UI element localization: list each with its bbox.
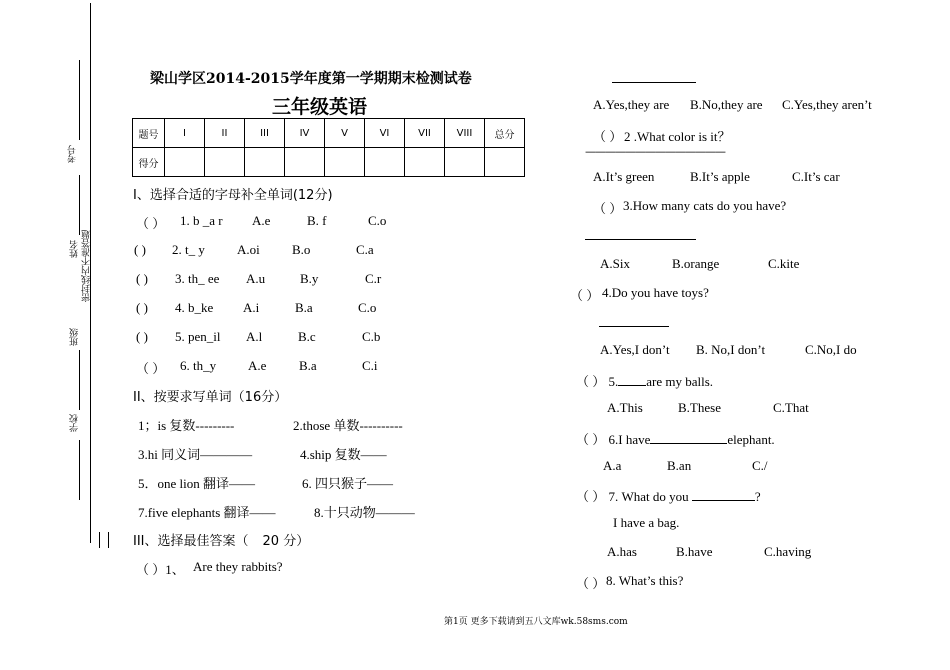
question-stem: 6. th_y: [180, 358, 217, 373]
question-stem: 1. b _a r: [180, 213, 223, 228]
score-cell[interactable]: [485, 148, 525, 177]
score-cell[interactable]: [165, 148, 205, 177]
question-stem-post: elephant.: [727, 432, 775, 447]
score-col: II: [205, 119, 245, 148]
option-c: C.o: [368, 213, 387, 228]
answer-paren[interactable]: （ ）: [576, 374, 606, 389]
word-task: 4.ship 复数——: [300, 447, 387, 462]
exam-no-underline: [79, 60, 80, 140]
question-stem: Are they rabbits?: [193, 559, 283, 574]
option-c: C./: [752, 458, 768, 473]
answer-line: [585, 239, 696, 240]
score-col: IV: [285, 119, 325, 148]
score-cell[interactable]: [245, 148, 285, 177]
score-col-total: 总分: [485, 119, 525, 148]
question-stem-post: are my balls.: [646, 374, 714, 389]
option-c: C.i: [362, 358, 378, 373]
word-task: 2.those 单数----------: [293, 418, 403, 433]
option-b: B.have: [676, 544, 713, 559]
fill-blank[interactable]: [650, 443, 727, 444]
answer-paren[interactable]: ( ): [136, 300, 148, 315]
question-stem-pre: 6.I have: [608, 432, 651, 447]
option-b: B. f: [307, 213, 327, 228]
answer-paren[interactable]: ( ): [136, 329, 148, 344]
option-b: B.c: [298, 329, 316, 344]
score-table-row-label: 得分: [133, 148, 165, 177]
question-stem: 2. t_ y: [172, 242, 205, 257]
option-a: A.i: [243, 300, 260, 315]
seal-note: 密封线内不准答题: [82, 230, 92, 302]
word-task: 8.十只动物———: [314, 505, 415, 520]
option-c: C.Yes,they aren’t: [782, 97, 872, 112]
question-7: [576, 486, 761, 505]
option-a: A.e: [252, 213, 271, 228]
score-cell[interactable]: [405, 148, 445, 177]
page-footer: 第1页 更多下载请到五八文库wk.58sms.com: [444, 617, 628, 627]
score-col: VIII: [445, 119, 485, 148]
section3-heading-score: 20 分）: [262, 534, 310, 549]
answer-paren[interactable]: （ ）: [570, 288, 600, 303]
q7-answer: I have a bag.: [613, 515, 680, 530]
question-stem: 8. What’s this?: [606, 573, 684, 588]
question-stem-pre: 7. What do you: [608, 489, 689, 504]
option-b: B.orange: [672, 256, 720, 271]
score-col: V: [325, 119, 365, 148]
exam-title: 梁山学区2014-2015学年度第一学期期末检测试卷: [150, 71, 472, 87]
option-b: B.an: [667, 458, 692, 473]
score-col: III: [245, 119, 285, 148]
option-c: C.kite: [768, 256, 800, 271]
option-a: A.Yes,they are: [593, 97, 670, 112]
option-a: A.oi: [237, 242, 260, 257]
section3-heading-main: III、选择最佳答案（: [133, 534, 249, 549]
option-c: C.o: [358, 300, 377, 315]
score-cell[interactable]: [205, 148, 245, 177]
score-cell[interactable]: [325, 148, 365, 177]
answer-paren[interactable]: （ ）: [593, 201, 623, 216]
word-task: 1；is 复数---------: [138, 418, 235, 433]
exam-subtitle: 三年级英语: [272, 96, 368, 118]
option-c: C.r: [365, 271, 382, 286]
answer-line: [599, 326, 669, 327]
exam-no-label: 考号: [68, 145, 78, 163]
answer-paren[interactable]: （ ）: [576, 576, 606, 591]
section2-heading: II、按要求写单词（16分）: [133, 390, 288, 405]
option-c: C.b: [362, 329, 381, 344]
question-stem: 5. pen_il: [175, 329, 221, 344]
question-stem-post: ?: [754, 489, 761, 504]
score-col: I: [165, 119, 205, 148]
question-stem: 2 .What color is it？: [624, 129, 731, 144]
option-c: C.having: [764, 544, 812, 559]
binding-line-inner-2: [108, 532, 109, 548]
score-col: VI: [365, 119, 405, 148]
option-c: C.No,I do: [805, 342, 857, 357]
option-b: B.No,they are: [690, 97, 763, 112]
option-a: A.has: [607, 544, 637, 559]
option-c: C.It’s car: [792, 169, 840, 184]
name-underline: [79, 175, 80, 235]
binding-line-inner: [99, 532, 100, 548]
option-a: A.Yes,I don’t: [600, 342, 670, 357]
option-a: A.a: [603, 458, 622, 473]
question-stem-pre: 5.: [608, 374, 619, 389]
option-c: C.That: [773, 400, 809, 415]
answer-paren[interactable]: （ ）: [593, 129, 623, 144]
option-a: A.This: [607, 400, 643, 415]
option-a: A.It’s green: [593, 169, 655, 184]
answer-paren[interactable]: ( ): [136, 271, 148, 286]
score-cell[interactable]: [365, 148, 405, 177]
score-col: VII: [405, 119, 445, 148]
word-task: 3.hi 同义词————: [138, 447, 253, 462]
answer-paren[interactable]: ( ): [134, 242, 146, 257]
answer-line: [612, 82, 696, 83]
question-stem: 4.Do you have toys?: [602, 285, 709, 300]
option-b: B.a: [299, 358, 317, 373]
question-stem: 3.How many cats do you have?: [623, 198, 787, 213]
fill-blank[interactable]: [692, 500, 755, 501]
option-c: C.a: [356, 242, 374, 257]
school-underline: [79, 440, 80, 500]
option-b: B.These: [678, 400, 721, 415]
name-label: 姓名: [70, 240, 80, 258]
fill-blank[interactable]: [618, 385, 646, 386]
question-stem: 4. b_ke: [175, 300, 214, 315]
option-b: B.It’s apple: [690, 169, 750, 184]
option-b: B.o: [292, 242, 311, 257]
option-a: A.Six: [600, 256, 630, 271]
answer-paren[interactable]: （ ）: [136, 361, 166, 376]
answer-dashes: ——————————————: [585, 145, 725, 158]
class-label: 班级: [70, 328, 80, 346]
answer-paren[interactable]: （ ）: [576, 432, 606, 447]
option-a: A.e: [248, 358, 267, 373]
option-b: B.a: [295, 300, 313, 315]
answer-paren[interactable]: （ ）1、: [136, 562, 185, 577]
option-b: B. No,I don’t: [696, 342, 766, 357]
answer-paren[interactable]: （ ）: [136, 216, 166, 231]
word-task: 5．one lion 翻译——: [138, 476, 255, 491]
question-5: [576, 371, 713, 390]
word-task: 6. 四只猴子——: [302, 476, 394, 491]
option-a: A.l: [246, 329, 263, 344]
score-table-header-row: [133, 119, 525, 148]
class-underline: [79, 350, 80, 410]
answer-paren[interactable]: （ ）: [576, 489, 606, 504]
word-task: 7.five elephants 翻译——: [138, 505, 276, 520]
score-cell[interactable]: [445, 148, 485, 177]
score-table: [132, 118, 525, 177]
question-6: [576, 429, 775, 448]
option-a: A.u: [246, 271, 266, 286]
score-table-score-row: [133, 148, 525, 177]
section3-heading: [133, 530, 309, 549]
school-label: 学校: [70, 414, 80, 432]
question-stem: 3. th_ ee: [175, 271, 220, 286]
section1-heading: I、选择合适的字母补全单词(12分): [133, 188, 333, 203]
option-b: B.y: [300, 271, 319, 286]
score-cell[interactable]: [285, 148, 325, 177]
score-table-row-label: 题号: [133, 119, 165, 148]
